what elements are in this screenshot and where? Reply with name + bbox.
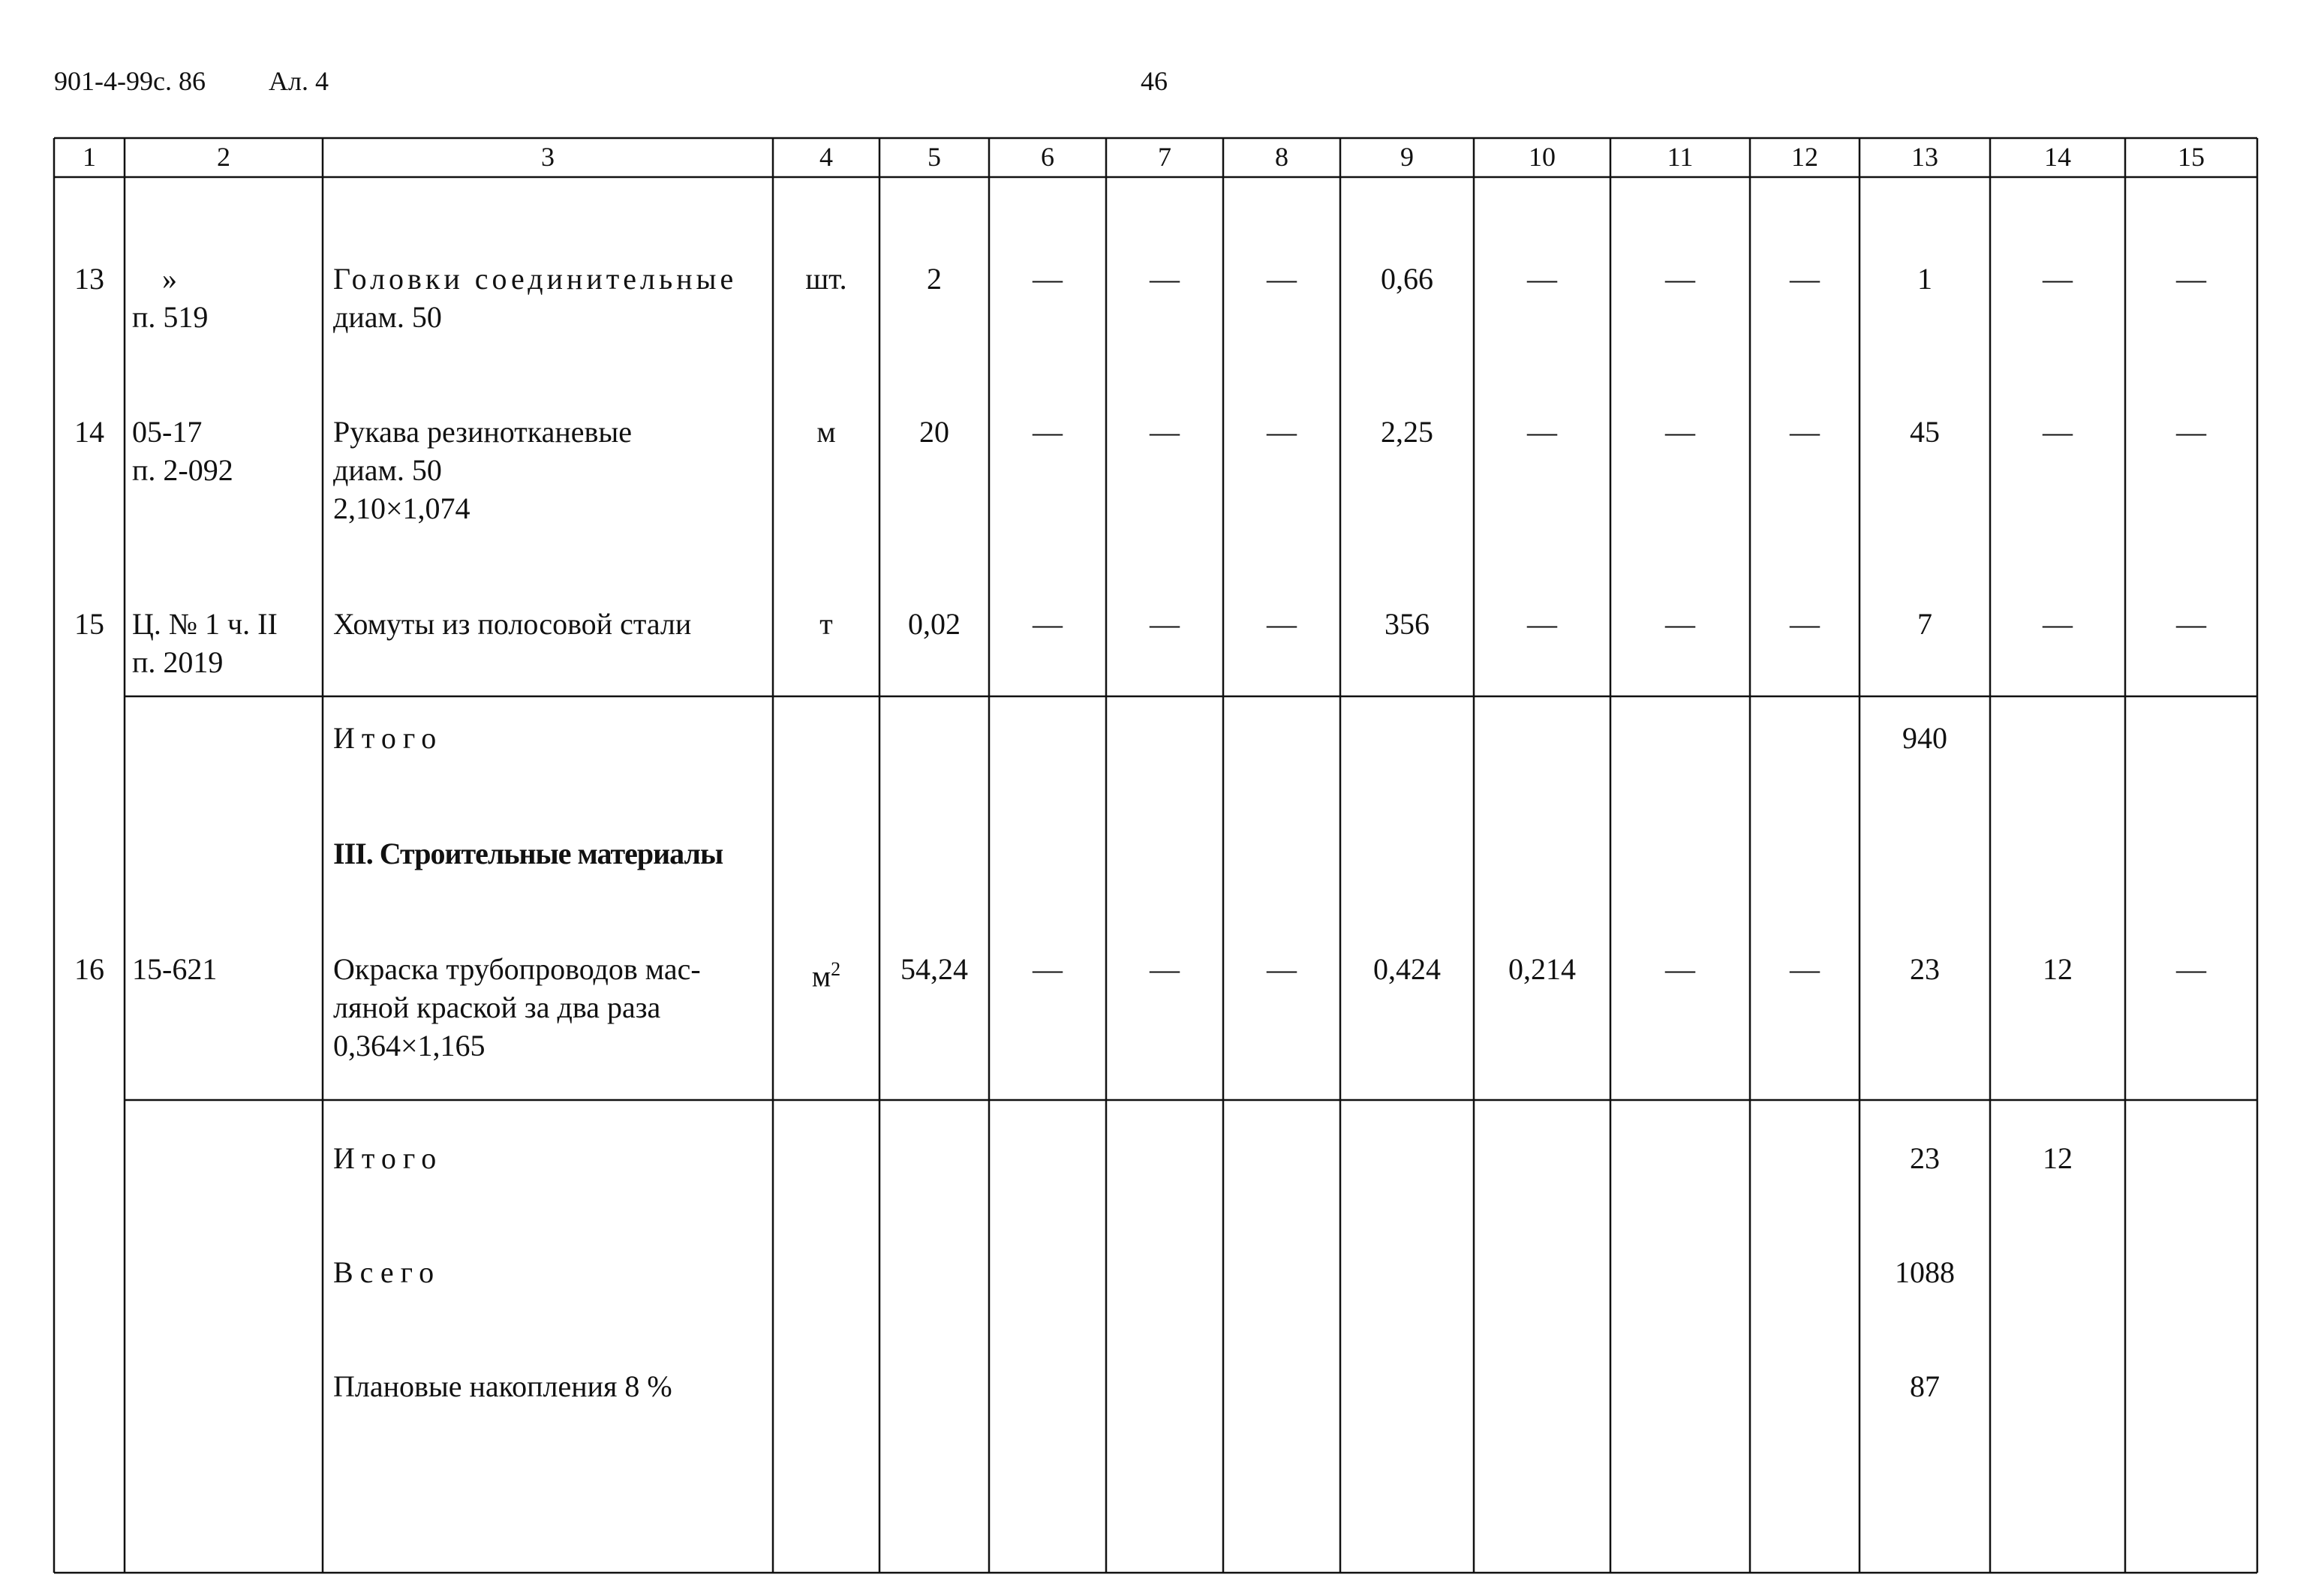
unit: шт. xyxy=(805,262,847,296)
col15-value: — xyxy=(2176,415,2206,449)
col10-value: 0,214 xyxy=(1508,952,1576,986)
column-header-15: 15 xyxy=(2178,142,2205,172)
col9-value: 356 xyxy=(1385,607,1430,641)
col8-value: — xyxy=(1267,262,1297,296)
col6-value: — xyxy=(1033,952,1063,986)
col12-value: — xyxy=(1790,952,1820,986)
col13-value: 1 xyxy=(1917,262,1932,296)
col8-value: — xyxy=(1267,415,1297,449)
col14-value: — xyxy=(2043,415,2073,449)
ref-line-2: п. 2019 xyxy=(132,645,224,679)
planned-accumulations-col13: 87 xyxy=(1910,1369,1940,1403)
col7-value: — xyxy=(1150,262,1180,296)
item-name-line-3: 2,10×1,074 xyxy=(333,491,471,525)
col11-value: — xyxy=(1665,262,1695,296)
column-header-7: 7 xyxy=(1158,142,1171,172)
col6-value: — xyxy=(1033,607,1063,641)
subtotal-col13: 940 xyxy=(1902,721,1947,755)
subtotal-col14: 12 xyxy=(2043,1141,2073,1175)
row-number: 15 xyxy=(74,607,104,641)
column-header-10: 10 xyxy=(1529,142,1556,172)
col6-value: — xyxy=(1033,262,1063,296)
col7-value: — xyxy=(1150,607,1180,641)
col11-value: — xyxy=(1665,607,1695,641)
quantity: 54,24 xyxy=(900,952,968,986)
column-header-9: 9 xyxy=(1400,142,1414,172)
col13-value: 7 xyxy=(1917,607,1932,641)
column-header-14: 14 xyxy=(2044,142,2071,172)
ref-line-2: п. 519 xyxy=(132,300,209,334)
col9-value: 0,66 xyxy=(1381,262,1433,296)
document-code: 901-4-99с. 86 xyxy=(54,66,206,96)
item-name-line-2: диам. 50 xyxy=(333,453,442,487)
item-name-line-1: Окраска трубопроводов мас- xyxy=(333,952,701,986)
col9-value: 2,25 xyxy=(1381,415,1433,449)
quantity: 2 xyxy=(927,262,942,296)
unit: т xyxy=(819,607,833,641)
col9-value: 0,424 xyxy=(1373,952,1441,986)
col15-value: — xyxy=(2176,607,2206,641)
ref-line-1: » xyxy=(162,262,177,296)
col7-value: — xyxy=(1150,415,1180,449)
col10-value: — xyxy=(1527,262,1557,296)
unit xyxy=(773,950,879,995)
column-header-3: 3 xyxy=(541,142,555,172)
column-header-1: 1 xyxy=(83,142,96,172)
subtotal-label: Итого xyxy=(333,721,443,755)
quantity: 20 xyxy=(919,415,949,449)
col13-value: 23 xyxy=(1910,952,1940,986)
row-number: 16 xyxy=(74,952,104,986)
col10-value: — xyxy=(1527,607,1557,641)
col15-value: — xyxy=(2176,952,2206,986)
item-name-line-2: диам. 50 xyxy=(333,300,442,334)
col11-value: — xyxy=(1665,952,1695,986)
col14-value: 12 xyxy=(2043,952,2073,986)
unit-superscript: 2 xyxy=(831,958,841,980)
column-header-5: 5 xyxy=(928,142,941,172)
row-number: 13 xyxy=(74,262,104,296)
column-header-11: 11 xyxy=(1667,142,1694,172)
col13-value: 45 xyxy=(1910,415,1940,449)
col12-value: — xyxy=(1790,262,1820,296)
col15-value: — xyxy=(2176,262,2206,296)
column-header-6: 6 xyxy=(1041,142,1054,172)
subtotal-col13: 23 xyxy=(1910,1141,1940,1175)
col7-value: — xyxy=(1150,952,1180,986)
column-header-8: 8 xyxy=(1275,142,1288,172)
item-name-line-1: Головки соединительные xyxy=(333,262,738,296)
column-header-2: 2 xyxy=(217,142,230,172)
col12-value: — xyxy=(1790,415,1820,449)
album-sheet: Ал. 4 xyxy=(269,66,329,96)
ref-line-1: Ц. № 1 ч. II xyxy=(132,607,278,641)
quantity: 0,02 xyxy=(908,607,961,641)
col12-value: — xyxy=(1790,607,1820,641)
ref-line-1: 05-17 xyxy=(132,415,203,449)
col6-value: — xyxy=(1033,415,1063,449)
row-number: 14 xyxy=(74,415,104,449)
column-header-13: 13 xyxy=(1911,142,1938,172)
item-name-line-2: ляной краской за два раза xyxy=(333,990,661,1024)
planned-accumulations-label: Плановые накопления 8 % xyxy=(333,1369,672,1403)
col14-value: — xyxy=(2043,262,2073,296)
page-number: 46 xyxy=(1141,66,1168,96)
col8-value: — xyxy=(1267,607,1297,641)
ref-line-1: 15-621 xyxy=(132,952,218,986)
total-col13: 1088 xyxy=(1895,1255,1955,1289)
col8-value: — xyxy=(1267,952,1297,986)
unit: м xyxy=(816,415,836,449)
item-name-line-1: Рукава резинотканевые xyxy=(333,415,633,449)
col10-value: — xyxy=(1527,415,1557,449)
total-label: Всего xyxy=(333,1255,441,1289)
col14-value: — xyxy=(2043,607,2073,641)
col11-value: — xyxy=(1665,415,1695,449)
subtotal-label: Итого xyxy=(333,1141,443,1175)
column-header-4: 4 xyxy=(819,142,833,172)
item-name-line-1: Хомуты из полосовой стали xyxy=(333,607,692,641)
ref-line-2: п. 2-092 xyxy=(132,453,233,487)
item-name-line-3: 0,364×1,165 xyxy=(333,1029,486,1062)
section-heading: III. Строительные материалы xyxy=(333,837,723,870)
unit-text: м xyxy=(811,959,831,993)
column-header-12: 12 xyxy=(1791,142,1818,172)
